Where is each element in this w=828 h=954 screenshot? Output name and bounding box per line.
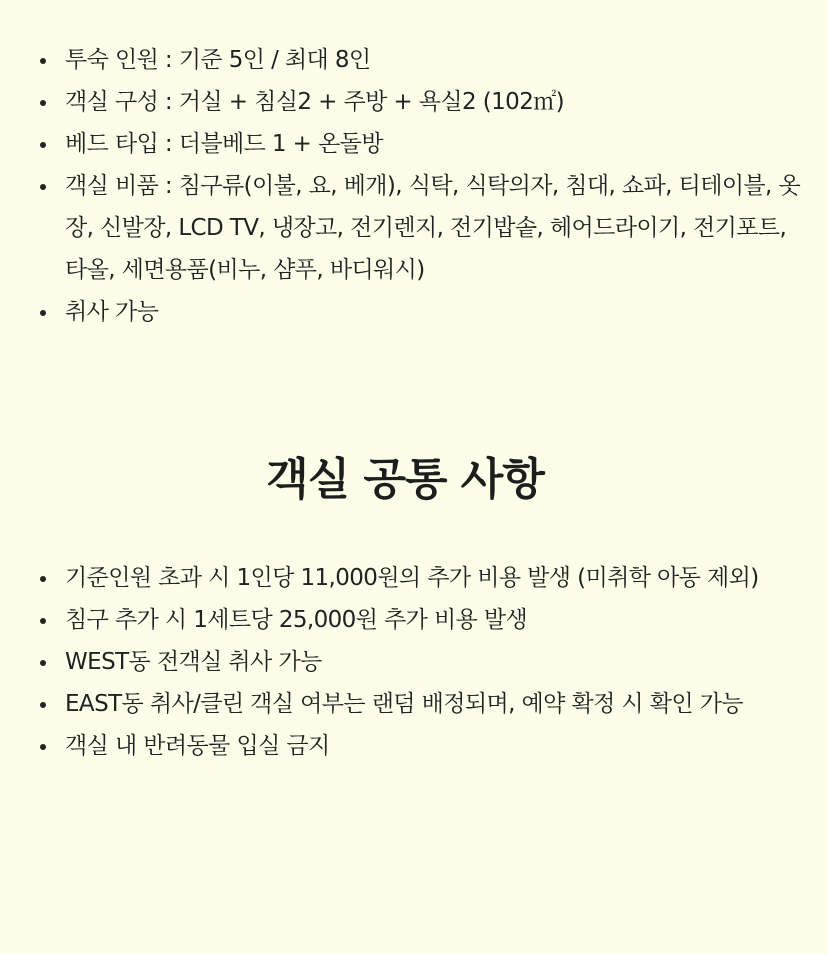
list-item-extra-bedding-fee: 침구 추가 시 1세트당 25,000원 추가 비용 발생: [38, 599, 806, 641]
section-title-common: 객실 공통 사항: [266, 454, 544, 505]
list-item-room-composition: 객실 구성 : 거실 + 침실2 + 주방 + 욕실2 (102㎡): [38, 81, 806, 123]
list-item-amenities: 객실 비품 : 침구류(이불, 요, 베개), 식탁, 식탁의자, 침대, 쇼파, 티테이블, 옷장, 신발장, LCD TV, 냉장고, 전기렌지, 전기밥솥, 헤어드라이기, 전기포트, 타올, 세면용품(비누, 샴푸, 바디워시): [38, 165, 806, 291]
list-item-cooking: 취사 가능: [38, 291, 806, 333]
room-details-list: [38, 39, 806, 333]
list-item-no-pets: 객실 내 반려동물 입실 금지: [38, 725, 806, 767]
common-notes-list: [38, 557, 806, 767]
list-item-east-assignment: EAST동 취사/클린 객실 여부는 랜덤 배정되며, 예약 확정 시 확인 가능: [38, 683, 806, 725]
list-item-occupancy: 투숙 인원 : 기준 5인 / 최대 8인: [38, 39, 806, 81]
list-item-extra-person-fee: 기준인원 초과 시 1인당 11,000원의 추가 비용 발생 (미취학 아동 제외): [38, 557, 806, 599]
list-item-west-cooking: WEST동 전객실 취사 가능: [38, 641, 806, 683]
list-item-bed-type: 베드 타입 : 더블베드 1 + 온돌방: [38, 123, 806, 165]
